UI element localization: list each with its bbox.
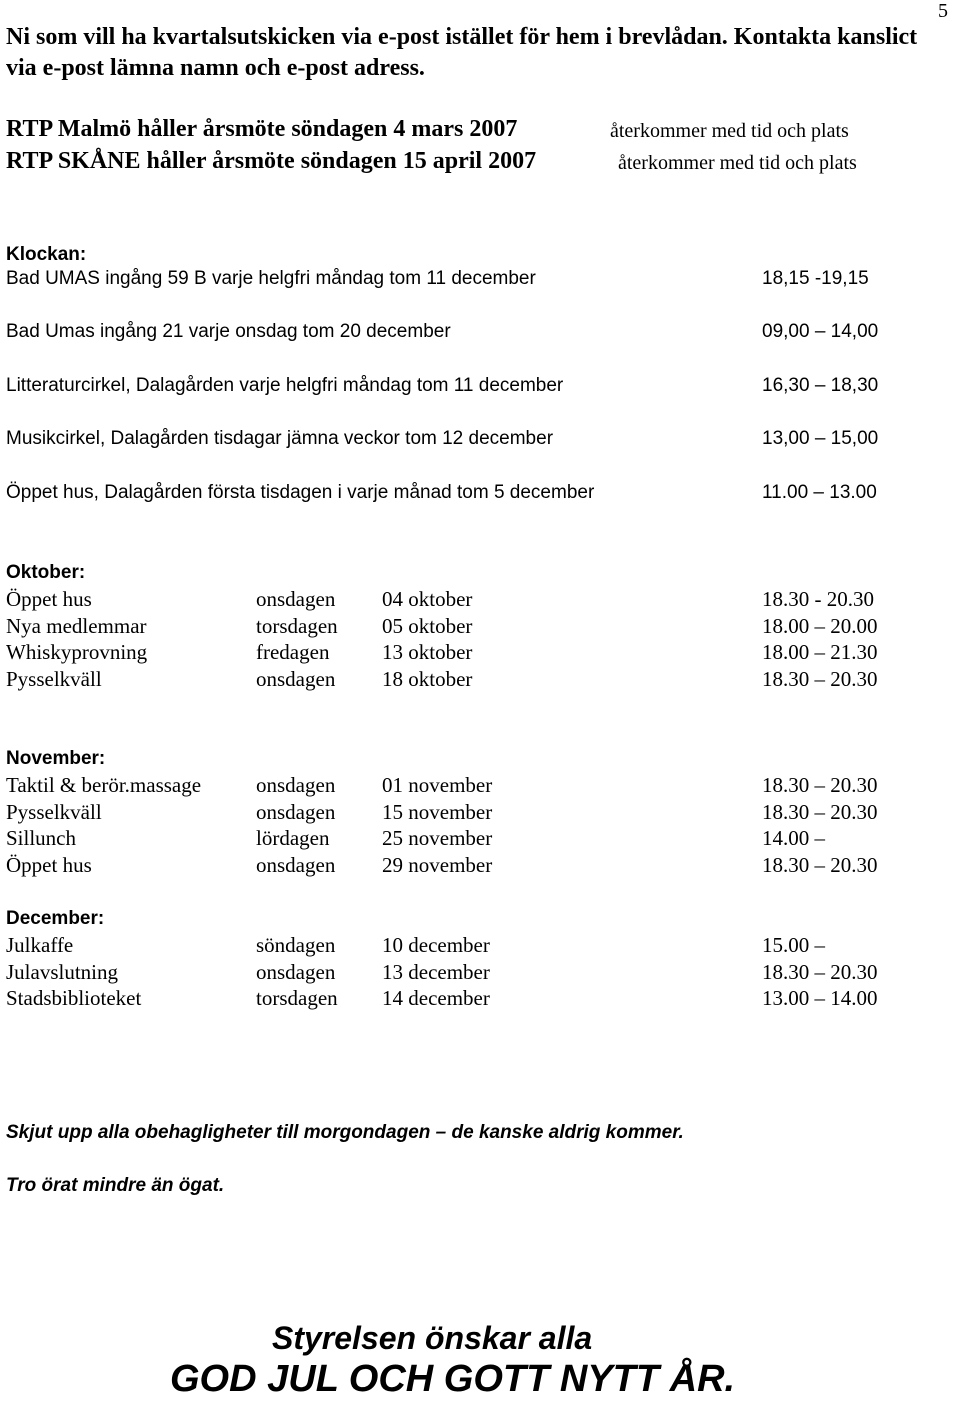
event-time: 18.30 – 20.30 [762,960,878,984]
event-name: Sillunch [6,826,77,850]
event-day: torsdagen [256,986,338,1010]
event-name: Julkaffe [6,933,74,957]
klockan-item-time: 09,00 – 14,00 [762,321,879,342]
klockan-item-text: Musikcirkel, Dalagården tisdagar jämna veckor tom 12 december [6,428,554,449]
event-day: söndagen [256,933,336,957]
event-day: onsdagen [256,773,336,797]
klockan-item-text: Litteraturcirkel, Dalagården varje helgfri måndag tom 11 december [6,375,564,396]
meeting-skane-title: RTP SKÅNE håller årsmöte söndagen 15 april 2007 [6,148,537,174]
event-day: torsdagen [256,614,338,638]
event-name: Taktil & berör.massage [6,773,202,797]
klockan-item-text: Öppet hus, Dalagården första tisdagen i varje månad tom 5 december [6,482,595,503]
event-date: 18 oktober [382,667,473,691]
november-heading: November: [6,748,106,769]
klockan-item-text: Bad Umas ingång 21 varje onsdag tom 20 december [6,321,451,342]
klockan-item-time: 16,30 – 18,30 [762,375,879,396]
event-time: 18.30 – 20.30 [762,667,878,691]
event-name: Pysselkväll [6,800,102,824]
saying-ear-eye: Tro örat mindre än ögat. [6,1175,225,1196]
event-date: 10 december [382,933,490,957]
event-time: 18.00 – 21.30 [762,640,878,664]
event-time: 18.30 - 20.30 [762,587,874,611]
event-time: 15.00 – [762,933,825,957]
event-name: Whiskyprovning [6,640,148,664]
event-time: 18.00 – 20.00 [762,614,878,638]
meeting-malmo-note: återkommer med tid och plats [610,120,849,142]
december-heading: December: [6,908,105,929]
page-number: 5 [938,0,948,22]
event-name: Stadsbiblioteket [6,986,142,1010]
event-time: 18.30 – 20.30 [762,773,878,797]
meeting-malmo-title: RTP Malmö håller årsmöte söndagen 4 mars 2007 [6,116,518,142]
greeting-line-2: GOD JUL OCH GOTT NYTT ÅR. [170,1358,736,1400]
event-day: onsdagen [256,853,336,877]
event-date: 29 november [382,853,493,877]
event-name: Julavslutning [6,960,119,984]
klockan-item-time: 11.00 – 13.00 [762,482,877,503]
event-time: 18.30 – 20.30 [762,800,878,824]
klockan-heading: Klockan: [6,244,87,265]
event-name: Öppet hus [6,587,92,611]
event-time: 13.00 – 14.00 [762,986,878,1010]
event-day: fredagen [256,640,330,664]
meeting-skane-note: återkommer med tid och plats [618,152,857,174]
event-day: onsdagen [256,667,336,691]
event-name: Pysselkväll [6,667,102,691]
klockan-item-time: 13,00 – 15,00 [762,428,879,449]
event-date: 13 oktober [382,640,473,664]
event-name: Nya medlemmar [6,614,147,638]
event-time: 18.30 – 20.30 [762,853,878,877]
event-day: onsdagen [256,960,336,984]
event-date: 04 oktober [382,587,473,611]
event-time: 14.00 – [762,826,825,850]
event-day: onsdagen [256,587,336,611]
october-heading: Oktober: [6,562,86,583]
event-date: 05 oktober [382,614,473,638]
event-date: 13 december [382,960,490,984]
klockan-item-text: Bad UMAS ingång 59 B varje helgfri måndag tom 11 december [6,268,536,289]
event-name: Öppet hus [6,853,92,877]
saying-postpone: Skjut upp alla obehagligheter till morgondagen – de kanske aldrig kommer. [6,1122,684,1143]
event-date: 14 december [382,986,490,1010]
klockan-item-time: 18,15 -19,15 [762,268,869,289]
greeting-line-1: Styrelsen önskar alla [272,1320,593,1356]
intro-paragraph: Ni som vill ha kvartalsutskicken via e-post istället för hem i brevlådan. Kontakta kanslict via e-post lämna namn och e-post adress. [6,24,918,81]
event-date: 01 november [382,773,493,797]
event-date: 15 november [382,800,493,824]
event-date: 25 november [382,826,493,850]
event-day: onsdagen [256,800,336,824]
event-day: lördagen [256,826,330,850]
